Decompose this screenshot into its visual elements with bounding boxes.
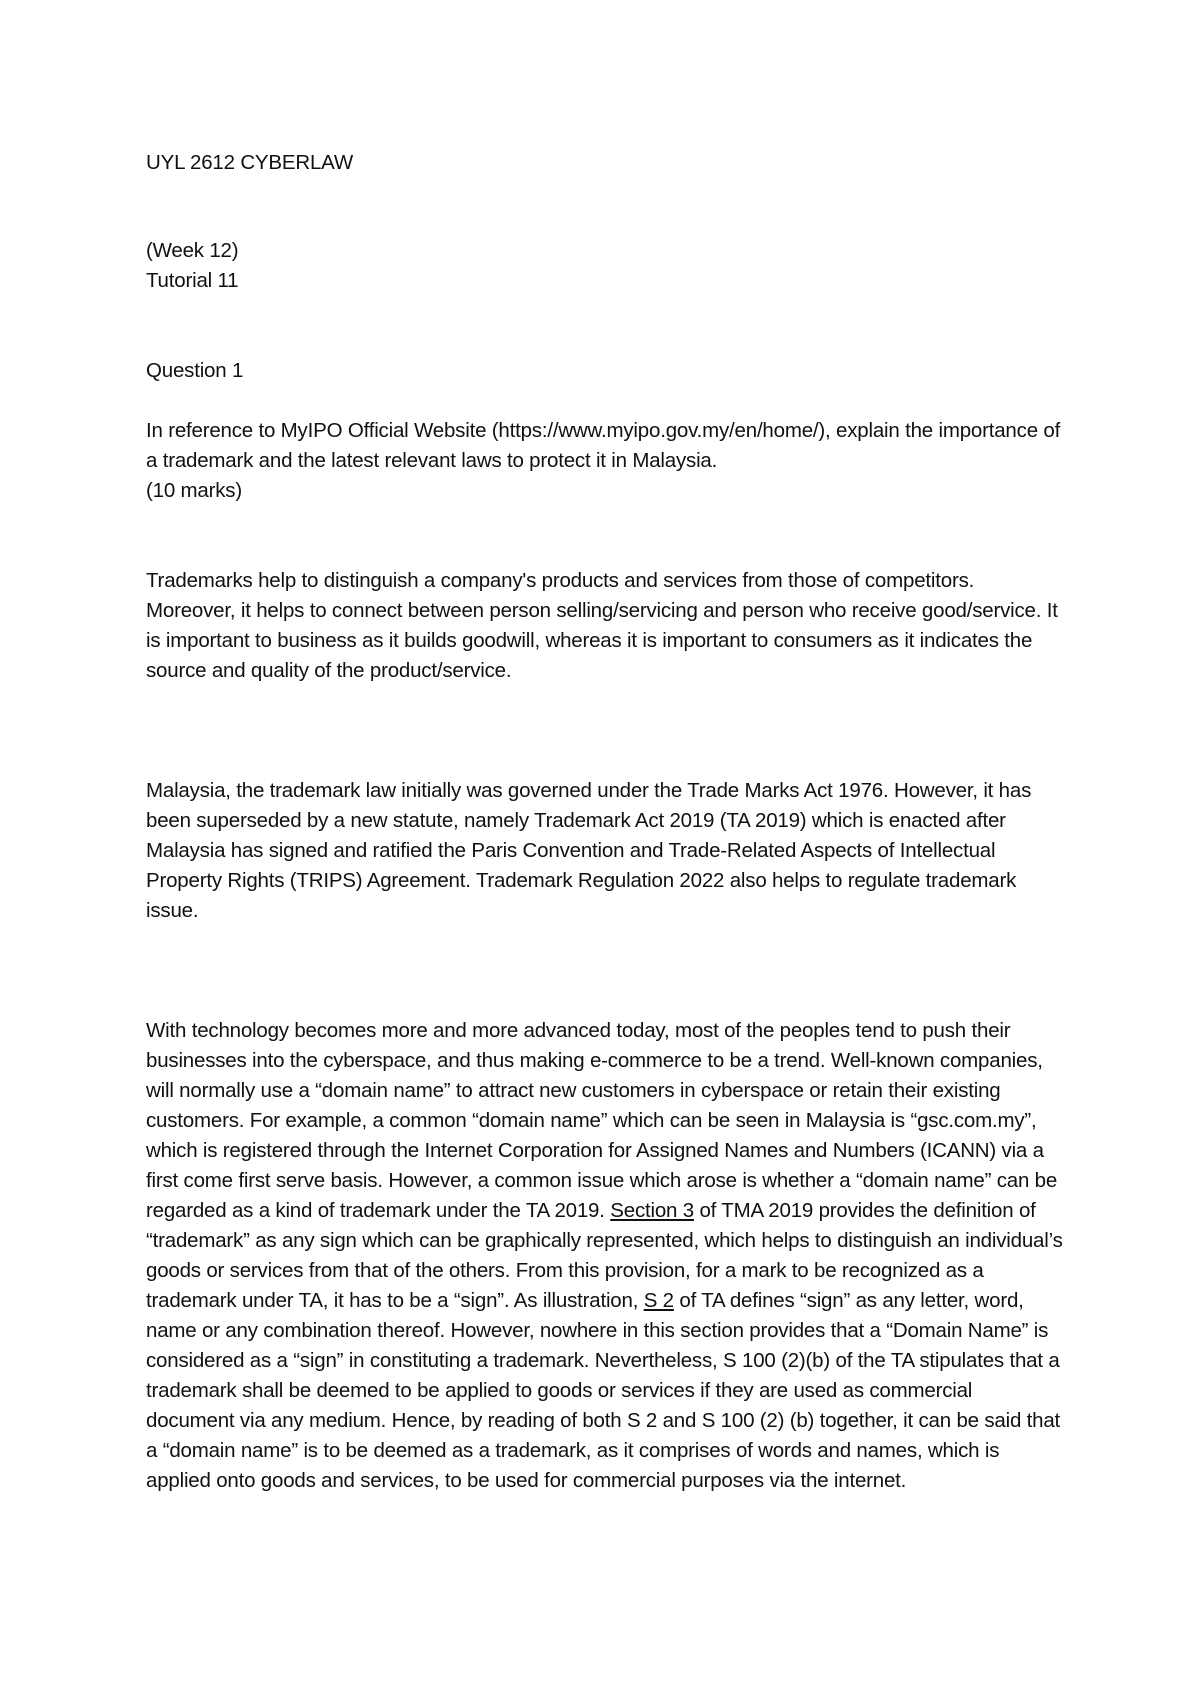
answer-paragraph-3 xyxy=(146,1016,1066,1496)
week-label: (Week 12) xyxy=(146,239,239,262)
week-tutorial-block xyxy=(146,236,1066,296)
document-body xyxy=(146,148,1066,1496)
course-title: UYL 2612 CYBERLAW xyxy=(146,151,354,174)
question-block xyxy=(146,416,1066,506)
section-3-link[interactable]: Section 3 xyxy=(610,1199,694,1222)
tutorial-label: Tutorial 11 xyxy=(146,269,239,292)
question-text: In reference to MyIPO Official Website (https://www.myipo.gov.my/en/home/), explain the importance of a trademark and the latest relevant laws to protect it in Malaysia. xyxy=(146,419,1061,472)
question-label: Question 1 xyxy=(146,359,244,382)
answer-paragraph-2: Malaysia, the trademark law initially was governed under the Trade Marks Act 1976. However, it has been superseded by a new statute, namely Trademark Act 2019 (TA 2019) which is enacted after Malaysia has signed and ratified the Paris Convention and Trade-Related Aspects of Intellectual Property Rights (TRIPS) Agreement. Trademark Regulation 2022 also helps to regulate trademark issue. xyxy=(146,779,1032,922)
answer-paragraph-3-part-b: of TMA 2019 provides the definition of “trademark” as any sign which can be graphically represented, which helps to distinguish an individual’s goods or services from that of the others. From this provision, for a mark to be recognized as a trademark under TA, it has to be a “sign”. As illustration, xyxy=(146,1199,1063,1312)
s2-link[interactable]: S 2 xyxy=(643,1289,674,1312)
marks-label: (10 marks) xyxy=(146,479,242,502)
answer-paragraph-1: Trademarks help to distinguish a company's products and services from those of competitors. Moreover, it helps to connect between person selling/servicing and person who receive good/service. It is important to business as it builds goodwill, whereas it is important to consumers as it indicates the source and quality of the product/service. xyxy=(146,569,1058,682)
answer-paragraph-3-part-c: of TA defines “sign” as any letter, word, name or any combination thereof. However, nowhere in this section provides that a “Domain Name” is considered as a “sign” in constituting a trademark. Nevertheless, S 100 (2)(b) of the TA stipulates that a trademark shall be deemed to be applied to goods or services if they are used as commercial document via any medium. Hence, by reading of both S 2 and S 100 (2) (b) together, it can be said that a “domain name” is to be deemed as a trademark, as it comprises of words and names, which is applied onto goods and services, to be used for commercial purposes via the internet. xyxy=(146,1289,1061,1492)
answer-paragraph-3-part-a: With technology becomes more and more advanced today, most of the peoples tend to push their businesses into the cyberspace, and thus making e-commerce to be a trend. Well-known companies, will normally use a “domain name” to attract new customers in cyberspace or retain their existing customers. For example, a common “domain name” which can be seen in Malaysia is “gsc.com.my”, which is registered through the Internet Corporation for Assigned Names and Numbers (ICANN) via a first come first serve basis. However, a common issue which arose is whether a “domain name” can be regarded as a kind of trademark under the TA 2019. xyxy=(146,1019,1058,1222)
